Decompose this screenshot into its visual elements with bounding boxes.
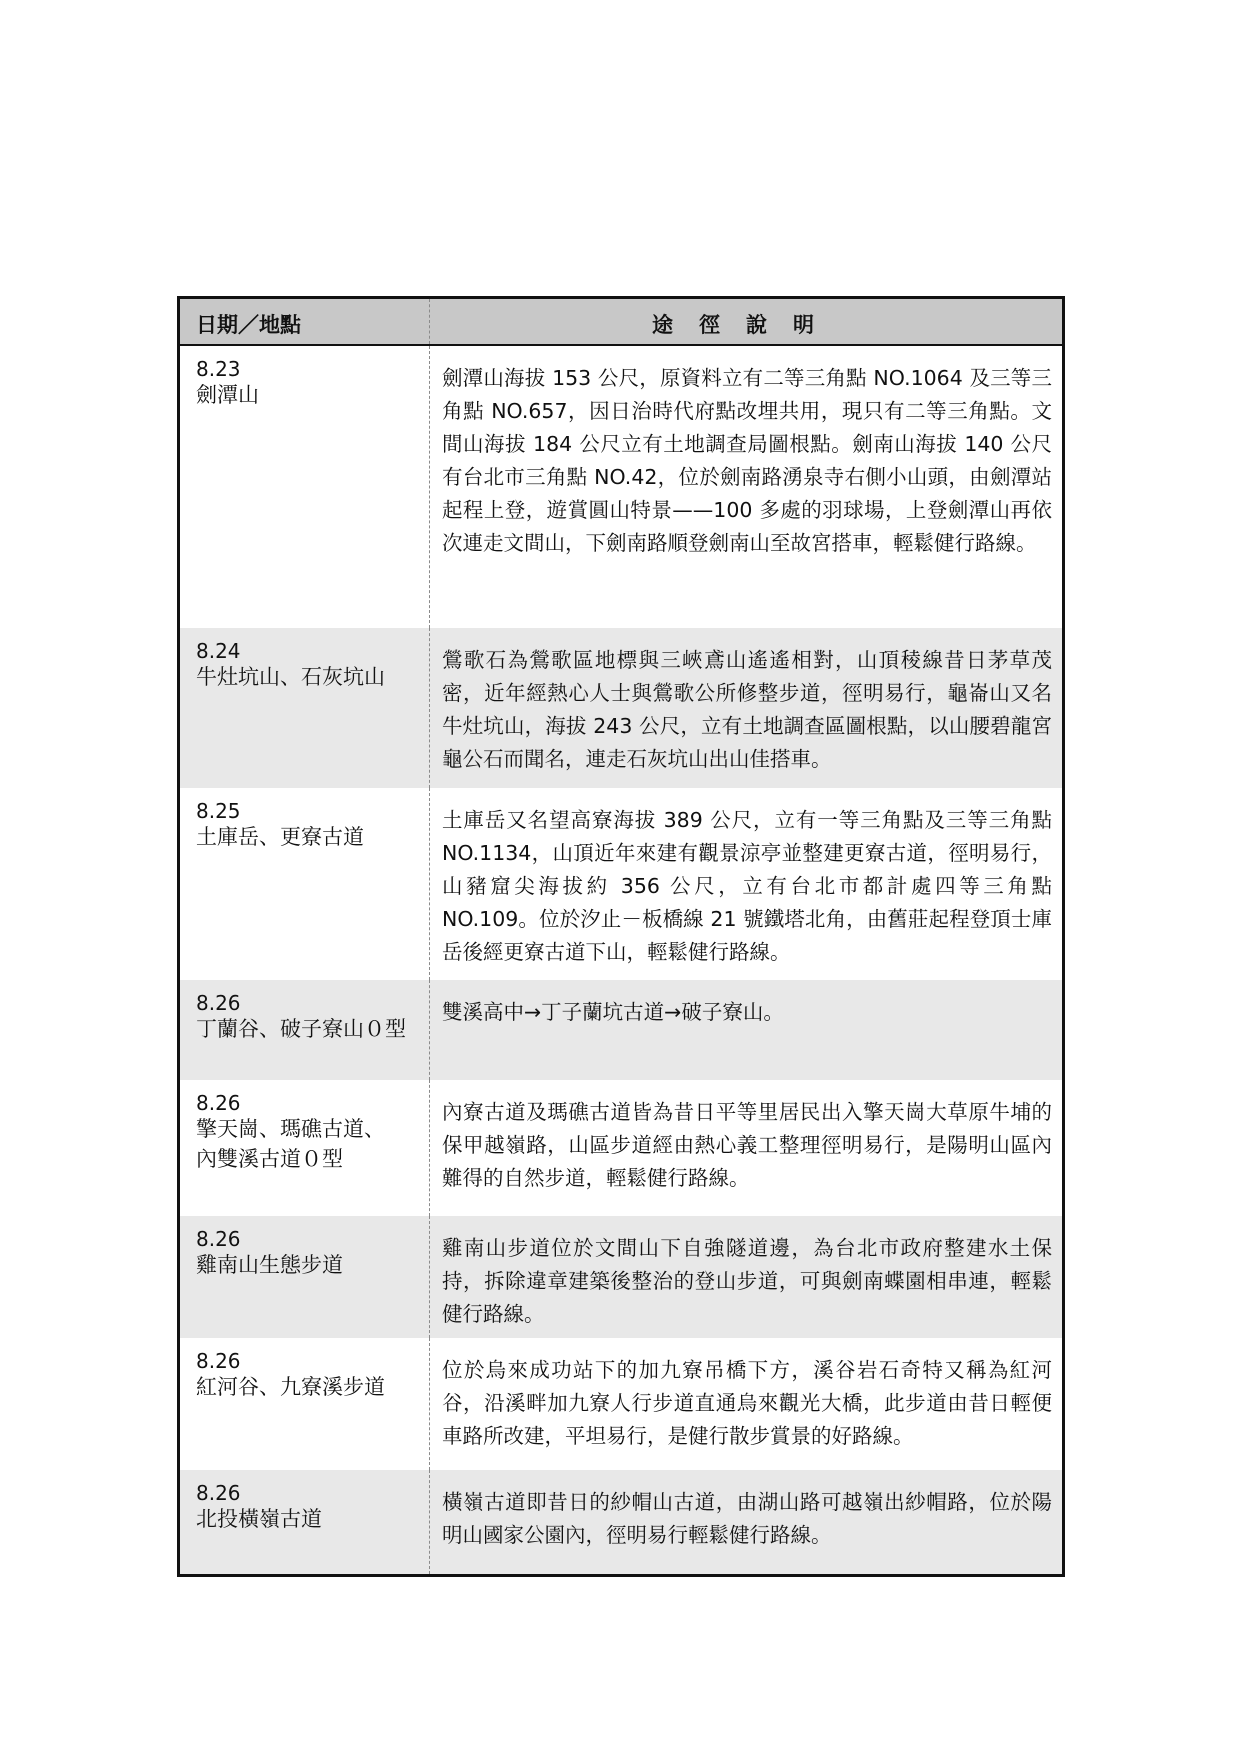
row-date-place xyxy=(180,1470,430,1574)
row-date-place xyxy=(180,628,430,788)
row-place: 擎天崗、瑪礁古道、 內雙溪古道０型 xyxy=(196,1117,385,1171)
row-date: 8.26 xyxy=(196,1481,241,1505)
table-row xyxy=(180,1470,1062,1574)
table-header xyxy=(180,299,1062,346)
row-date: 8.26 xyxy=(196,1227,241,1251)
row-date-place xyxy=(180,346,430,628)
row-description: 雙溪高中→丁子蘭坑古道→破子寮山。 xyxy=(442,1000,784,1024)
row-date: 8.26 xyxy=(196,1091,241,1115)
row-place: 牛灶坑山、石灰坑山 xyxy=(196,665,385,689)
row-description: 鶯歌石為鶯歌區地標與三峽鳶山遙遙相對，山頂稜線昔日茅草茂密，近年經熱心人士與鶯歌公所修整步道，徑明易行，龜崙山又名牛灶坑山，海拔 243 公尺，立有土地調查區圖根點，以山腰碧龍宮龜公石而聞名，連走石灰坑山出山佳搭車。 xyxy=(442,648,1052,771)
row-place: 土庫岳、更寮古道 xyxy=(196,825,364,849)
row-description: 劍潭山海拔 153 公尺，原資料立有二等三角點 NO.1064 及三等三角點 NO.657，因日治時代府點改埋共用，現只有二等三角點。文間山海拔 184 公尺立有土地調查局圖根點。劍南山海拔 140 公尺有台北市三角點 NO.42，位於劍南路湧泉寺右側小山頭，由劍潭站起程上登，遊賞圓山特景——100 多處的羽球場，上登劍潭山再依次連走文間山，下劍南路順登劍南山至故宮搭車，輕鬆健行路線。 xyxy=(442,366,1052,555)
row-description: 土庫岳又名望高寮海拔 389 公尺，立有一等三角點及三等三角點 NO.1134，山頂近年來建有觀景涼亭並整建更寮古道，徑明易行，山豬窟尖海拔約 356 公尺，立有台北市都計處四等三角點 NO.109。位於汐止－板橋線 21 號鐵塔北角，由舊莊起程登頂士庫岳後經更寮古道下山，輕鬆健行路線。 xyxy=(442,808,1052,964)
row-date: 8.23 xyxy=(196,357,241,381)
table-row xyxy=(180,1338,1062,1470)
row-date: 8.26 xyxy=(196,991,241,1015)
row-date: 8.24 xyxy=(196,639,241,663)
table-row xyxy=(180,628,1062,788)
table-row xyxy=(180,980,1062,1080)
table-row xyxy=(180,1216,1062,1338)
row-place: 劍潭山 xyxy=(196,383,259,407)
table-row xyxy=(180,346,1062,628)
table-row xyxy=(180,1080,1062,1216)
row-description: 橫嶺古道即昔日的紗帽山古道，由湖山路可越嶺出紗帽路，位於陽明山國家公園內，徑明易行輕鬆健行路線。 xyxy=(442,1490,1052,1547)
row-description: 雞南山步道位於文間山下自強隧道邊，為台北市政府整建水土保持，拆除違章建築後整治的登山步道，可與劍南蝶園相串連，輕鬆健行路線。 xyxy=(442,1236,1052,1326)
row-place: 紅河谷、九寮溪步道 xyxy=(196,1375,385,1399)
row-date: 8.25 xyxy=(196,799,241,823)
row-date-place xyxy=(180,1338,430,1470)
row-place: 北投橫嶺古道 xyxy=(196,1507,322,1531)
route-table xyxy=(177,296,1065,1577)
row-date-place xyxy=(180,980,430,1080)
row-date-place xyxy=(180,788,430,980)
row-date: 8.26 xyxy=(196,1349,241,1373)
row-date-place xyxy=(180,1216,430,1338)
row-place: 丁蘭谷、破子寮山０型 xyxy=(196,1017,406,1041)
row-date-place xyxy=(180,1080,430,1216)
row-place: 雞南山生態步道 xyxy=(196,1253,343,1277)
header-date-place: 日期／地點 xyxy=(180,299,430,344)
row-description: 內寮古道及瑪礁古道皆為昔日平等里居民出入擎天崗大草原牛埔的保甲越嶺路，山區步道經由熱心義工整理徑明易行，是陽明山區內難得的自然步道，輕鬆健行路線。 xyxy=(442,1100,1052,1190)
header-route-description: 途徑說明 xyxy=(652,313,840,337)
row-description: 位於烏來成功站下的加九寮吊橋下方，溪谷岩石奇特又稱為紅河谷，沿溪畔加九寮人行步道直通烏來觀光大橋，此步道由昔日輕便車路所改建，平坦易行，是健行散步賞景的好路線。 xyxy=(442,1358,1052,1448)
table-row xyxy=(180,788,1062,980)
